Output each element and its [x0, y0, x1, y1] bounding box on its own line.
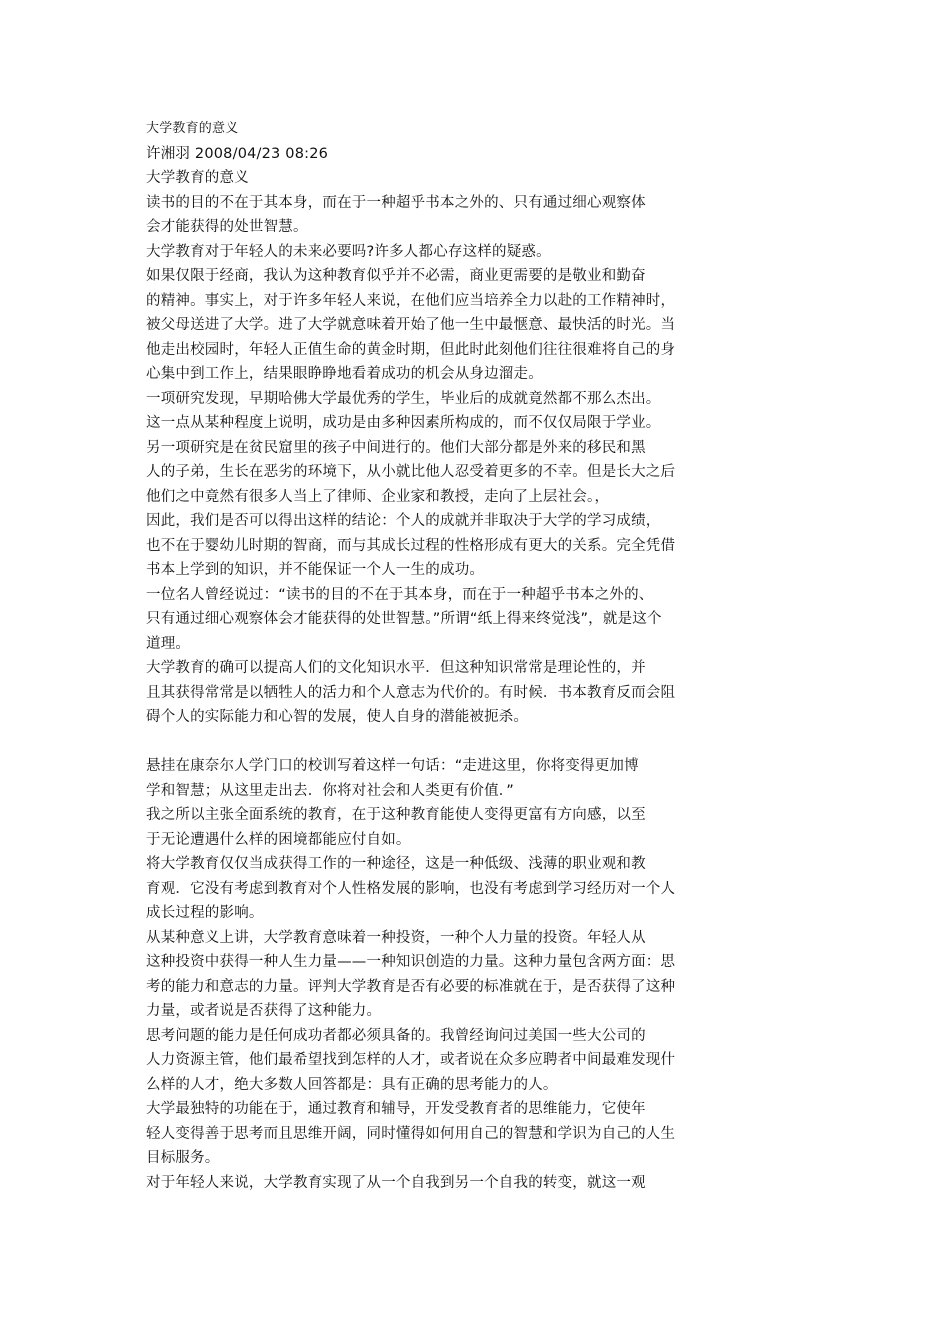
body-line: 对于年轻人来说，大学教育实现了从一个自我到另一个自我的转变，就这一观: [146, 1174, 646, 1191]
body-line: 大学最独特的功能在于，通过教育和辅导，开发受教育者的思维能力，它使年: [146, 1101, 646, 1117]
body-line: 力量，或者说是否获得了这种能力。: [146, 1003, 382, 1019]
body-line: 人力资源主管，他们最希望找到怎样的人才，或者说在众多应聘者中间最难发现什: [146, 1052, 676, 1068]
body-line: 另一项研究是在贫民窟里的孩子中间进行的。他们大部分都是外来的移民和黑: [146, 439, 646, 456]
body-line: 因此，我们是否可以得出这样的结论：个人的成就并非取决于大学的学习成绩，: [146, 513, 661, 529]
body-line: 我之所以主张全面系统的教育，在于这种教育能使人变得更富有方向感，以至: [146, 807, 646, 823]
document-header-title: 大学教育的意义: [146, 121, 239, 136]
body-line: 从某种意义上讲，大学教育意味着一种投资，一种个人力量的投资。年轻人从: [146, 929, 646, 946]
body-line: 大学教育对于年轻人的未来必要吗?许多人都心存这样的疑惑。: [146, 243, 551, 260]
body-line: 的精神。事实上，对于许多年轻人来说，在他们应当培养全力以赴的工作精神时，: [146, 292, 676, 309]
body-line: 他走出校园时，年轻人正值生命的黄金时期，但此时此刻他们往往很难将自己的身: [146, 341, 676, 358]
body-line: 读书的目的不在于其本身，而在于一种超乎书本之外的、只有通过细心观察体: [146, 194, 646, 211]
body-line: 一项研究发现，早期哈佛大学最优秀的学生，毕业后的成就竟然都不那么杰出。: [146, 390, 661, 407]
body-line: 成长过程的影响。: [146, 905, 264, 921]
body-line: 大学教育的确可以提高人们的文化知识水平．但这种知识常常是理论性的，并: [146, 660, 646, 676]
body-line: 目标服务。: [146, 1150, 220, 1166]
body-line: 碍个人的实际能力和心智的发展，使人自身的潜能被扼杀。: [146, 709, 529, 725]
body-line: 道理。: [146, 635, 191, 652]
body-line: 会才能获得的处世智慧。: [146, 219, 308, 235]
document-body: [146, 166, 726, 1195]
body-line: 么样的人才，绝大多数人回答都是：具有正确的思考能力的人。: [146, 1076, 558, 1093]
body-line: 一位名人曾经说过：“读书的目的不在于其本身，而在于一种超乎书本之外的、: [146, 586, 654, 603]
body-line: 这一点从某种程度上说明，成功是由多种因素所构成的，而不仅仅局限于学业。: [146, 415, 661, 431]
body-line: 他们之中竟然有很多人当上了律师、企业家和教授，走向了上层社会。，: [146, 488, 610, 505]
body-line: 心集中到工作上，结果眼睁睁地看着成功的机会从身边溜走。: [146, 366, 543, 382]
body-title: 大学教育的意义: [146, 170, 249, 186]
body-line: 这种投资中获得一种人生力量——一种知识创造的力量。这种力量包含两方面：思: [146, 954, 676, 970]
body-line: 也不在于婴幼儿时期的智商，而与其成长过程的性格形成有更大的关系。完全凭借: [146, 537, 676, 554]
body-line: 悬挂在康奈尔人学门口的校训写着这样一句话：“走进这里，你将变得更加博: [146, 758, 639, 774]
body-line: 考的能力和意志的力量。评判大学教育是否有必要的标准就在于，是否获得了这种: [146, 978, 676, 995]
body-line: 将大学教育仅仅当成获得工作的一种途径，这是一种低级、浅薄的职业观和教: [146, 856, 646, 872]
document-byline: 许湘羽 2008/04/23 08:26: [146, 145, 329, 162]
body-line: 学和智慧；从这里走出去．你将对社会和人类更有价值．”: [146, 782, 514, 799]
blank-line: [146, 730, 726, 755]
body-line: 书本上学到的知识，并不能保证一个人一生的成功。: [146, 562, 485, 578]
body-line: 人的子弟，生长在恶劣的环境下，从小就比他人忍受着更多的不幸。但是长大之后: [146, 464, 676, 480]
body-line: 思考问题的能力是任何成功者都必须具备的。我曾经询问过美国一些大公司的: [146, 1027, 646, 1044]
body-line: 如果仅限于经商，我认为这种教育似乎并不必需，商业更需要的是敬业和勤奋: [146, 268, 646, 284]
body-line: 育观．它没有考虑到教育对个人性格发展的影响，也没有考虑到学习经历对一个人: [146, 880, 676, 897]
body-line: 被父母送进了大学。进了大学就意味着开始了他一生中最惬意、最快活的时光。当: [146, 317, 676, 333]
document-page: [146, 117, 726, 1195]
body-line: 只有通过细心观察体会才能获得的处世智慧。”所谓“纸上得来终觉浅”，就是这个: [146, 611, 662, 627]
body-line: 轻人变得善于思考而且思维开阔，同时懂得如何用自己的智慧和学识为自己的人生: [146, 1125, 676, 1142]
body-line: 于无论遭遇什么样的困境都能应付自如。: [146, 831, 411, 848]
body-line: 且其获得常常是以牺牲人的活力和个人意志为代价的。有时候．书本教育反而会阻: [146, 684, 676, 701]
